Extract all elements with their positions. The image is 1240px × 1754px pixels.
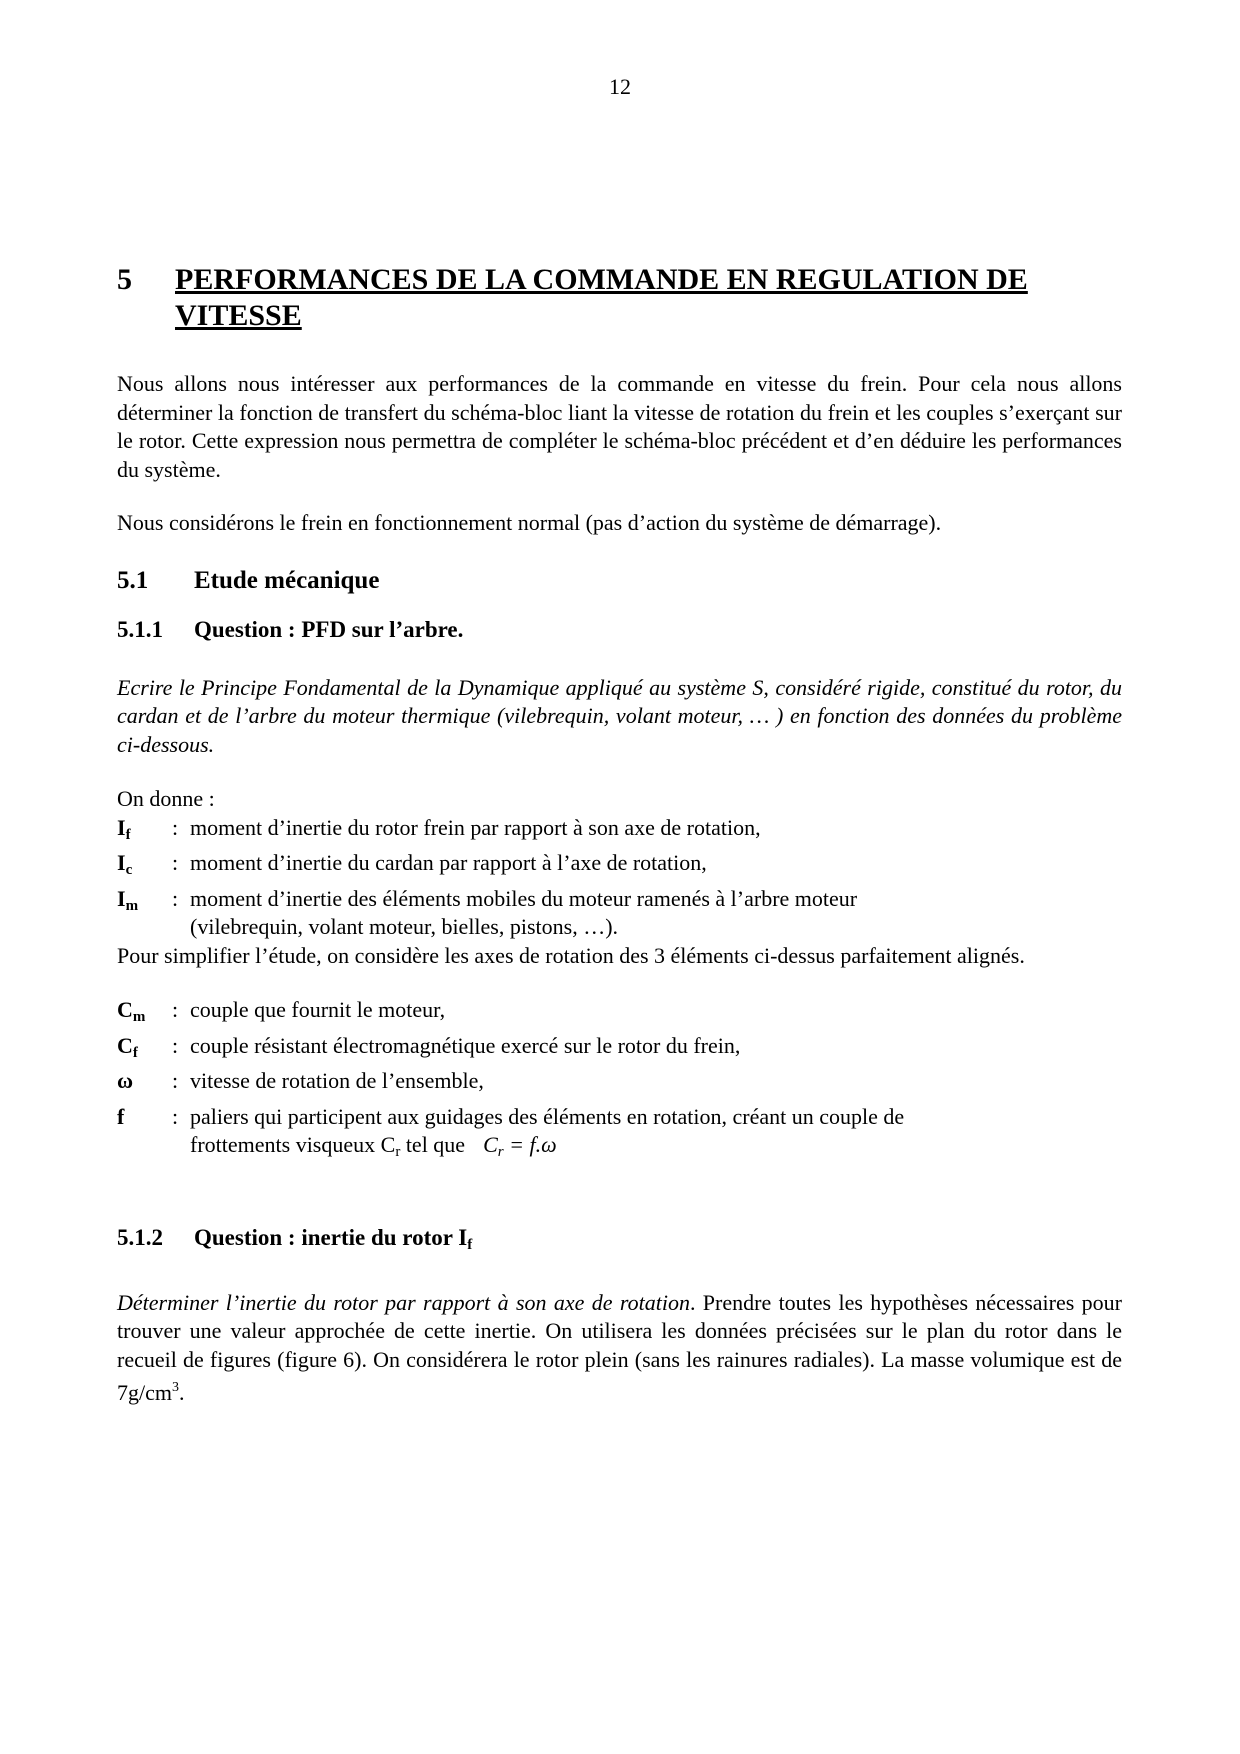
simplify-paragraph: Pour simplifier l’étude, on considère les axes de rotation des 3 éléments ci-dessus parfaitement alignés. [117, 942, 1025, 968]
definition-colon: : [172, 885, 179, 911]
definition-text: moment d’inertie des éléments mobiles du moteur ramenés à l’arbre moteur (vilebrequin, volant moteur, bielles, pistons, …). [190, 885, 858, 939]
friction-text-line2: frottements visqueux C [190, 1132, 396, 1157]
definition-item [117, 849, 1122, 885]
definition-symbol: C [117, 997, 133, 1022]
question-2-instruction [117, 1289, 1122, 1408]
question-2-number: 5.1.2 [117, 1224, 163, 1250]
definition-colon: : [172, 1103, 179, 1129]
definition-item [117, 814, 1122, 850]
definition-symbol: I [117, 814, 126, 840]
section-title: PERFORMANCES DE LA COMMANDE EN REGULATION DE VITESSE [175, 263, 1028, 332]
formula-c: C [483, 1132, 498, 1157]
definition-colon: : [172, 1032, 179, 1058]
definition-subscript: m [125, 897, 139, 914]
subsection-title: Etude mécanique [194, 566, 380, 594]
question-1-instruction: Ecrire le Principe Fondamental de la Dynamique appliqué au système S, considéré rigide, constitué du rotor, du cardan et de l’arbre du moteur thermique (vilebrequin, volant moteur, … ) en fonction des données du problème ci-dessous. [117, 674, 1122, 757]
question-2-instruction-end: . [179, 1380, 185, 1405]
definition-colon: : [172, 850, 179, 875]
definition-symbol: C [117, 1032, 133, 1058]
page-content [117, 262, 1122, 1408]
definition-subscript: f [132, 1044, 138, 1061]
definition-colon: : [172, 997, 179, 1022]
question-2-instruction-rest: . Prendre toutes les hypothèses nécessaires pour trouver une valeur approchée de cette inertie. On utilisera les données précisées sur le plan du rotor dans le recueil de figures (figure 6). On considérera le rotor plein (sans les rainures radiales). La masse volumique est de 7g/cm [117, 1289, 1122, 1405]
question-2-instruction-sup: 3 [172, 1380, 179, 1395]
definition-item [117, 1032, 1122, 1068]
friction-text-subscript: r [395, 1144, 401, 1160]
definition-item [117, 1067, 1122, 1103]
question-1-title: Question : PFD sur l’arbre. [194, 616, 464, 642]
inertia-definitions [117, 814, 1122, 942]
question-2-title-subscript: f [467, 1236, 473, 1253]
definition-symbol: I [117, 850, 126, 875]
friction-text-line1: paliers qui participent aux guidages des éléments en rotation, créant un couple de [190, 1103, 905, 1129]
question-1-number: 5.1.1 [117, 616, 163, 642]
section-heading [117, 262, 1122, 334]
section-number: 5 [117, 263, 132, 296]
definition-text: couple résistant électromagnétique exercé sur le rotor du frein, [190, 1032, 741, 1058]
subsection-heading [117, 566, 1122, 596]
normal-operation-paragraph: Nous considérons le frein en fonctionnement normal (pas d’action du système de démarrage). [117, 510, 942, 535]
definition-symbol: ω [117, 1068, 134, 1093]
question-2-title: Question : inertie du rotor I [194, 1224, 468, 1250]
definition-item [117, 885, 1122, 942]
definition-text: vitesse de rotation de l’ensemble, [190, 1068, 484, 1093]
definition-text: couple que fournit le moteur, [190, 997, 446, 1022]
definition-symbol: f [117, 1103, 125, 1129]
definition-colon: : [172, 1068, 179, 1093]
friction-formula [483, 1132, 557, 1160]
friction-definition [117, 1103, 1122, 1167]
subsection-number: 5.1 [117, 566, 149, 594]
intro-paragraph: Nous allons nous intéresser aux performances de la commande en vitesse du frein. Pour cela nous allons déterminer la fonction de transfert du schéma-bloc liant la vitesse de rotation du frein et les couples s’exerçant sur le rotor. Cette expression nous permettra de compléter le schéma-bloc précédent et d’en déduire les performances du système. [117, 371, 1122, 482]
page-number: 12 [609, 74, 631, 99]
formula-subscript: r [497, 1144, 504, 1160]
question-2-heading [117, 1224, 1122, 1259]
friction-text-after: tel que [400, 1132, 466, 1157]
torque-definitions [117, 996, 1122, 1167]
definition-text: moment d’inertie du rotor frein par rapport à son axe de rotation, [190, 814, 761, 840]
given-label: On donne : [117, 786, 215, 811]
definition-subscript: m [132, 1009, 146, 1025]
definition-symbol: I [117, 885, 126, 911]
question-1-heading [117, 616, 1122, 644]
definition-text: moment d’inertie du cardan par rapport à l’axe de rotation, [190, 850, 707, 875]
definition-subscript: f [125, 826, 131, 843]
formula-rhs: = f.ω [503, 1132, 557, 1157]
definition-subscript: c [125, 862, 133, 878]
question-2-instruction-italic: Déterminer l’inertie du rotor par rapport à son axe de rotation [117, 1289, 690, 1315]
definition-colon: : [172, 814, 179, 840]
definition-item [117, 996, 1122, 1032]
